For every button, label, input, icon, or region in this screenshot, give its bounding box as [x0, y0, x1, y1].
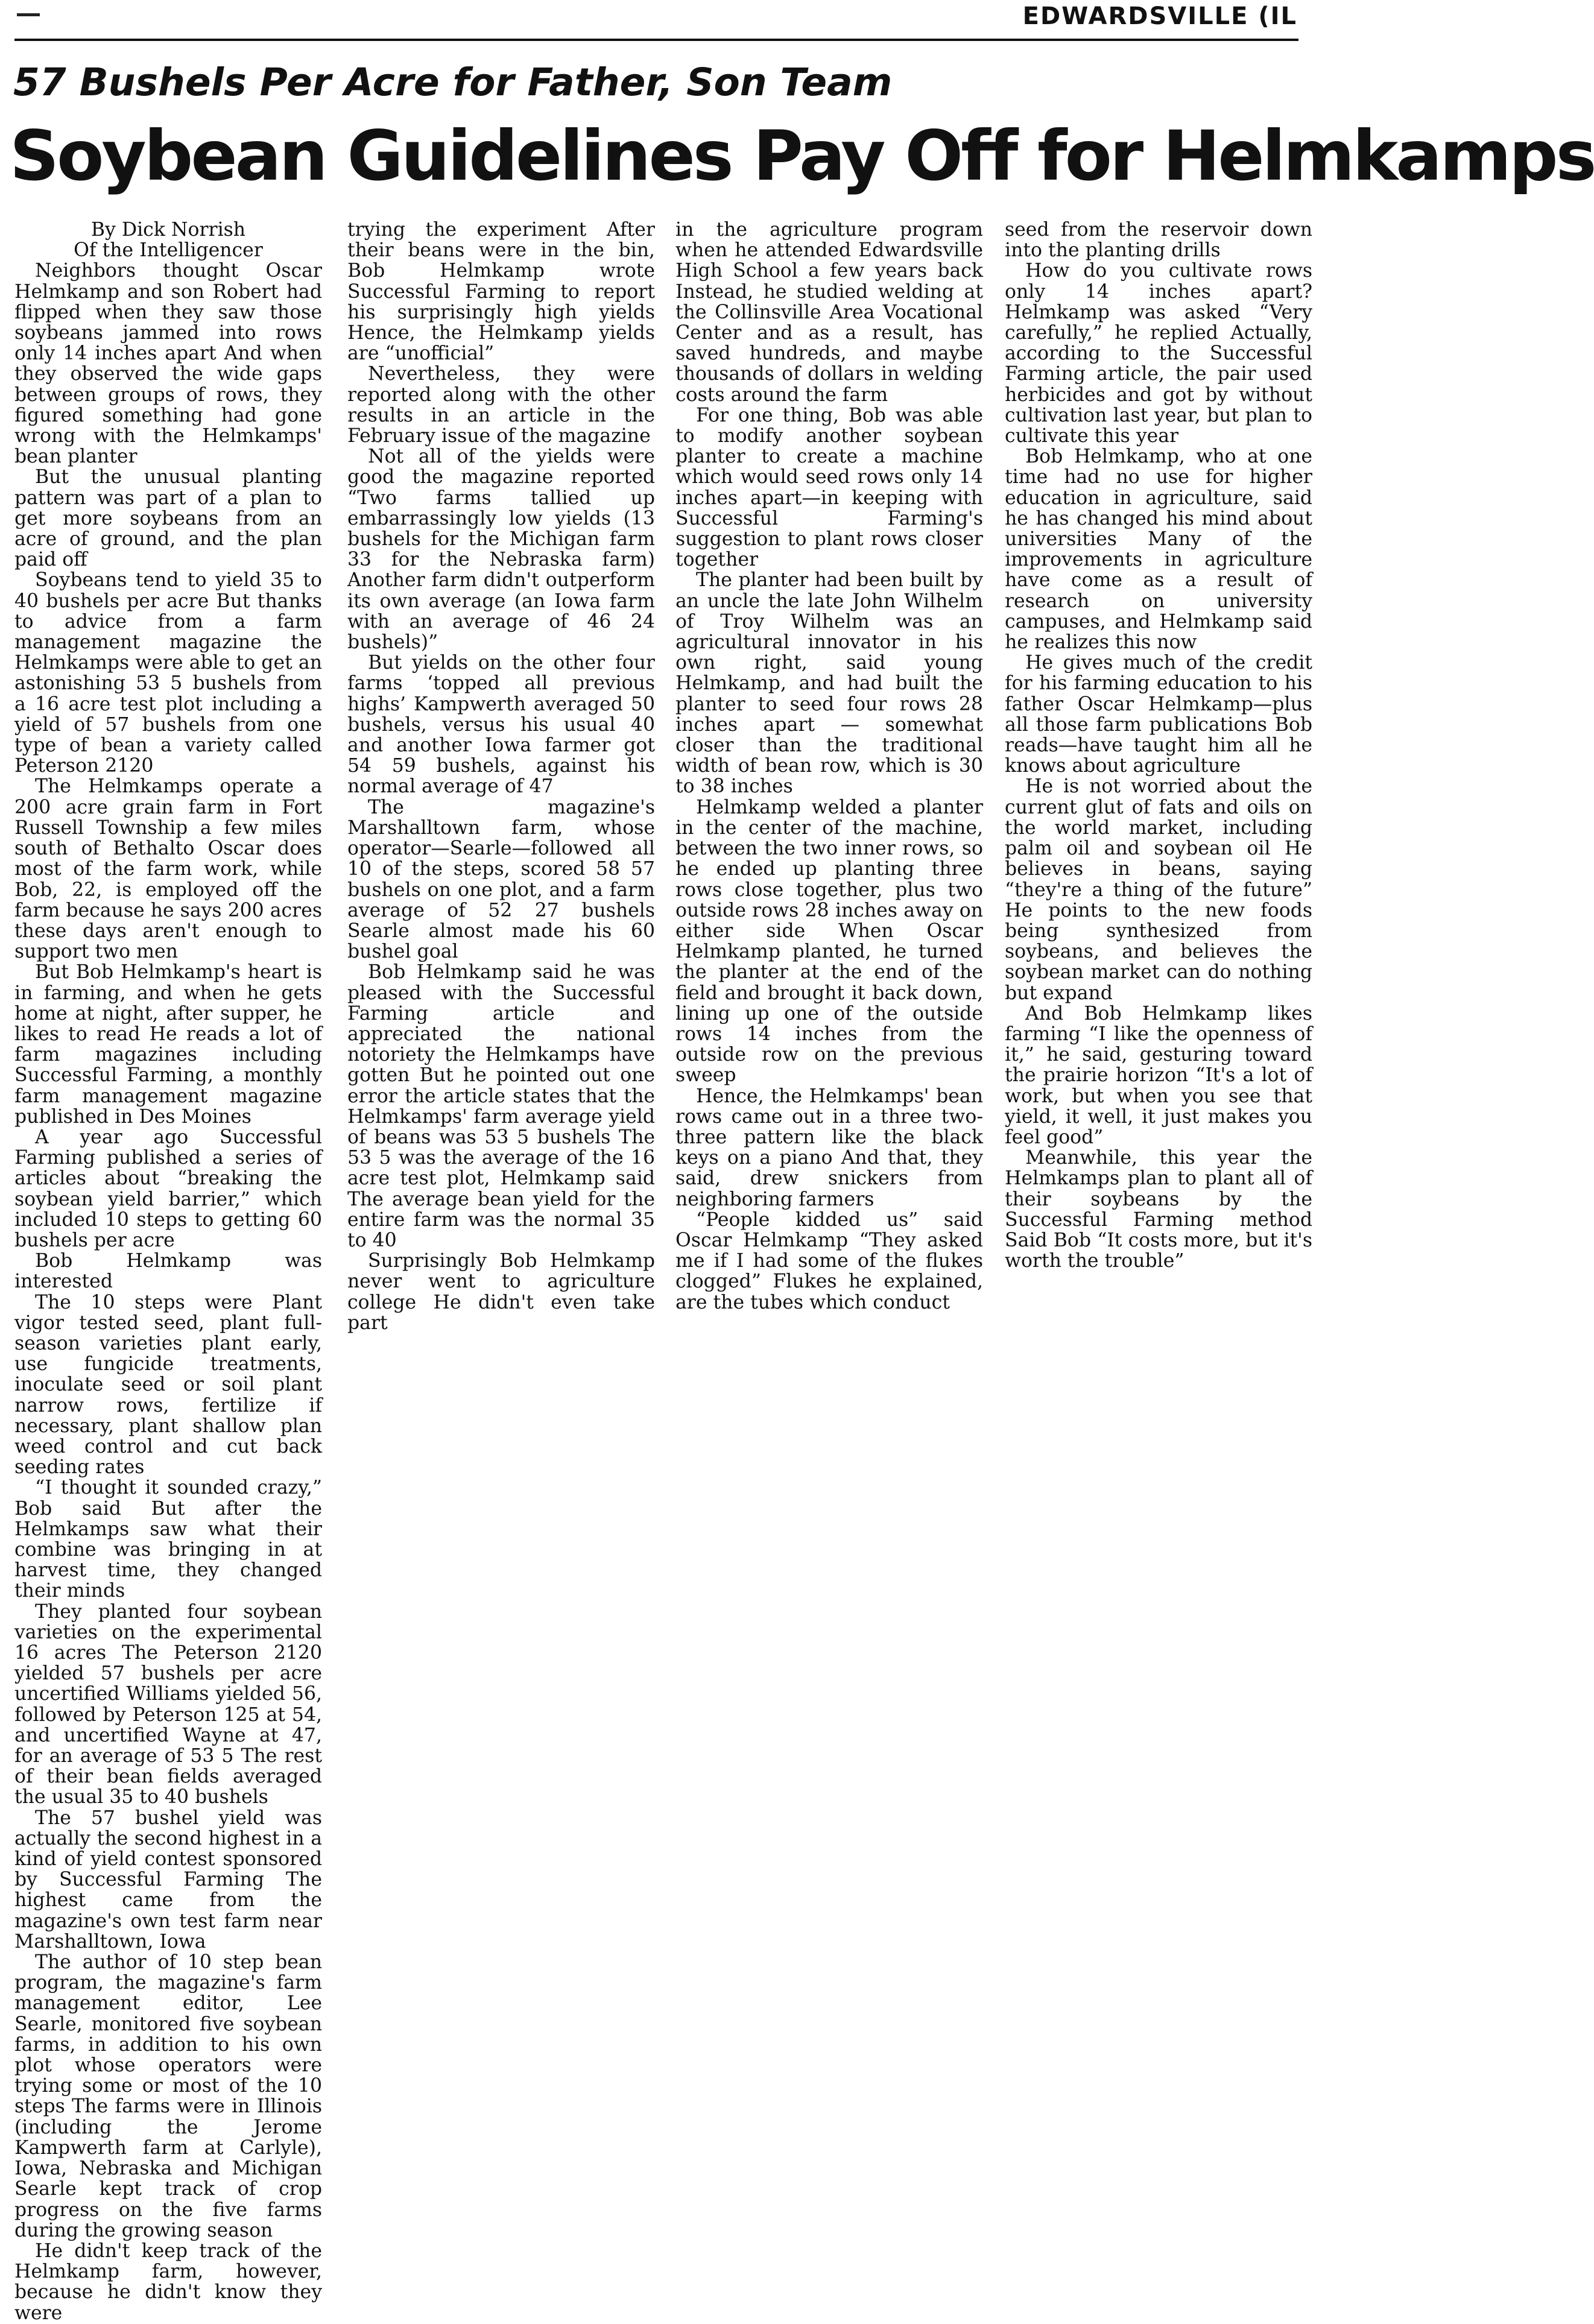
article-column-3: [675, 219, 983, 1313]
byline-author: By Dick Norrish: [90, 219, 246, 241]
article-column-2: [347, 219, 655, 1333]
paragraph: trying the experiment After their beans were in the bin, Bob Helmkamp wrote Successful Farming to report his surprisingly high yields Hence, the Helmkamp yields are “unofficial”: [347, 219, 655, 365]
paragraph: The magazine's Marshalltown farm, whose operator—Searle—followed all 10 of the steps, scored 58 57 bushels on one plot, and a farm average of 52 27 bushels Searle almost made his 60 bushel goal: [347, 796, 655, 963]
paragraph: The planter had been built by an uncle the late John Wilhelm of Troy Wilhelm was an agricultural innovator in his own right, said young Helmkamp, and had built the planter to seed four rows 28 inches apart — somewhat closer than the traditional width of bean row, which is 30 to 38 inches: [675, 569, 983, 798]
paragraph: Bob Helmkamp, who at one time had no use for higher education in agriculture, said he has changed his mind about universities Many of the improvements in agriculture have come as a result of research on university campuses, and Helmkamp said he realizes this now: [1005, 446, 1312, 654]
article-column-4: [1005, 219, 1312, 1271]
paragraph: Bob Helmkamp said he was pleased with the Successful Farming article and appreciated the national notoriety the Helmkamps have gotten But he pointed out one error the article states that the Helmkamps' farm average yield of beans was 53 5 bushels The 53 5 was the average of the 16 acre test plot, Helmkamp said The average bean yield for the entire farm was the normal 35 to 40: [347, 961, 655, 1251]
paragraph: The 10 steps were Plant vigor tested seed, plant full-season varieties plant early, use fungicide treatments, inoculate seed or soil plant narrow rows, fertilize if necessary, plant shallow plan weed control and cut back seeding rates: [14, 1291, 322, 1479]
paragraph: Surprisingly Bob Helmkamp never went to agriculture college He didn't even take part: [347, 1250, 655, 1334]
byline-affiliation: Of the Intelligencer: [74, 239, 263, 262]
paragraph: Soybeans tend to yield 35 to 40 bushels per acre But thanks to advice from a farm management magazine the Helmkamps were able to get an astonishing 53 5 bushels from a 16 acre test plot including a yield of 57 bushels from one type of bean a variety called Peterson 2120: [14, 569, 322, 777]
paragraph: Hence, the Helmkamps' bean rows came out in a three two-three pattern like the black keys on a piano And that, they said, drew snickers from neighboring farmers: [675, 1085, 983, 1210]
paragraph: For one thing, Bob was able to modify another soybean planter to create a machine which would seed rows only 14 inches apart—in keeping with Successful Farming's suggestion to plant rows closer together: [675, 404, 983, 571]
paragraph: And Bob Helmkamp likes farming “I like the openness of it,” he said, gesturing toward the prairie horizon “It's a lot of work, but when you see that yield, it well, it just makes you feel good”: [1005, 1002, 1312, 1148]
paragraph: He is not worried about the current glut of fats and oils on the world market, including palm oil and soybean oil He believes in beans, saying “they're a thing of the future” He points to the new foods being synthesized from soybeans, and believes the soybean market can do nothing but expand: [1005, 775, 1312, 1004]
paragraph: They planted four soybean varieties on the experimental 16 acres The Peterson 2120 yielded 57 bushels per acre uncertified Williams yielded 56, followed by Peterson 125 at 54, and uncertified Wayne at 47, for an average of 53 5 The rest of their bean fields averaged the usual 35 to 40 bushels: [14, 1600, 322, 1808]
paragraph: The author of 10 step bean program, the magazine's farm management editor, Lee Searle, monitored five soybean farms, in addition to his own plot whose operators were trying some or most of the 10 steps The farms were in Illinois (including the Jerome Kampwerth farm at Carlyle), Iowa, Nebraska and Michigan Searle kept track of crop progress on the five farms during the growing season: [14, 1951, 322, 2241]
kicker-headline: 57 Bushels Per Acre for Father, Son Team: [13, 60, 893, 104]
paragraph: But the unusual planting pattern was part of a plan to get more soybeans from an acre of ground, and the plan paid off: [14, 466, 322, 571]
paragraph: in the agriculture program when he attended Edwardsville High School a few years back Instead, he studied welding at the Collinsville Area Vocational Center and as a result, has saved hundreds, and maybe thousands of dollars in welding costs around the farm: [675, 219, 983, 406]
paragraph: Helmkamp welded a planter in the center of the machine, between the two inner rows, so he ended up planting three rows close together, plus two outside rows 28 inches away on either side When Oscar Helmkamp planted, he turned the planter at the end of the field and brought it back down, lining up one of the outside rows 14 inches from the outside row on the previous sweep: [675, 796, 983, 1087]
article-column-1: [14, 219, 322, 2323]
paragraph: The 57 bushel yield was actually the second highest in a kind of yield contest sponsored by Successful Farming The highest came from the magazine's own test farm near Marshalltown, Iowa: [14, 1807, 322, 1953]
paragraph: Bob Helmkamp was interested: [14, 1250, 322, 1293]
paragraph: Meanwhile, this year the Helmkamps plan to plant all of their soybeans by the Successful Farming method Said Bob “It costs more, but it's worth the trouble”: [1005, 1147, 1312, 1272]
paragraph: “I thought it sounded crazy,” Bob said But after the Helmkamps saw what their combine was bringing in at harvest time, they changed their minds: [14, 1477, 322, 1602]
publication-name: EDWARDSVILLE (IL: [1022, 2, 1297, 30]
paragraph: Neighbors thought Oscar Helmkamp and son Robert had flipped when they saw those soybeans jammed into rows only 14 inches apart And when they observed the wide gaps between groups of rows, they figured something had gone wrong with the Helmkamps' bean planter: [14, 260, 322, 468]
paragraph: Nevertheless, they were reported along with the other results in an article in the February issue of the magazine: [347, 363, 655, 447]
paragraph: But Bob Helmkamp's heart is in farming, and when he gets home at night, after supper, he likes to read He reads a lot of farm magazines including Successful Farming, a monthly farm management magazine published in Des Moines: [14, 961, 322, 1128]
paragraph: He didn't keep track of the Helmkamp farm, however, because he didn't know they were: [14, 2240, 322, 2324]
main-headline: Soybean Guidelines Pay Off for Helmkamps: [10, 116, 1594, 196]
paragraph: But yields on the other four farms ‘topped all previous highs’ Kampwerth averaged 50 bushels, versus his usual 40 and another Iowa farmer got 54 59 bushels, against his normal average of 47: [347, 652, 655, 798]
paragraph: He gives much of the credit for his farming education to his father Oscar Helmkamp—plus all those farm publications Bob reads—have taught him all he knows about agriculture: [1005, 652, 1312, 777]
paragraph: A year ago Successful Farming published a series of articles about “breaking the soybean yield barrier,” which included 10 steps to getting 60 bushels per acre: [14, 1126, 322, 1251]
paragraph: How do you cultivate rows only 14 inches apart? Helmkamp was asked “Very carefully,” he replied Actually, according to the Successful Farming article, the pair used herbicides and got by without cultivation last year, but plan to cultivate this year: [1005, 260, 1312, 447]
paragraph: The Helmkamps operate a 200 acre grain farm in Fort Russell Township a few miles south of Bethalto Oscar does most of the farm work, while Bob, 22, is employed off the farm because he says 200 acres these days aren't enough to support two men: [14, 775, 322, 963]
byline: [14, 219, 322, 261]
paragraph: Not all of the yields were good the magazine reported “Two farms tallied up embarrassingly low yields (13 bushels for the Michigan farm 33 for the Nebraska farm) Another farm didn't outperform its own average (an Iowa farm with an average of 46 24 bushels)”: [347, 446, 655, 654]
paragraph: seed from the reservoir down into the planting drills: [1005, 219, 1312, 262]
corner-mark: [17, 13, 40, 16]
masthead-rule: [14, 39, 1298, 41]
paragraph: “People kidded us” said Oscar Helmkamp “They asked me if I had some of the flukes clogged” Flukes he explained, are the tubes which conduct: [675, 1208, 983, 1313]
